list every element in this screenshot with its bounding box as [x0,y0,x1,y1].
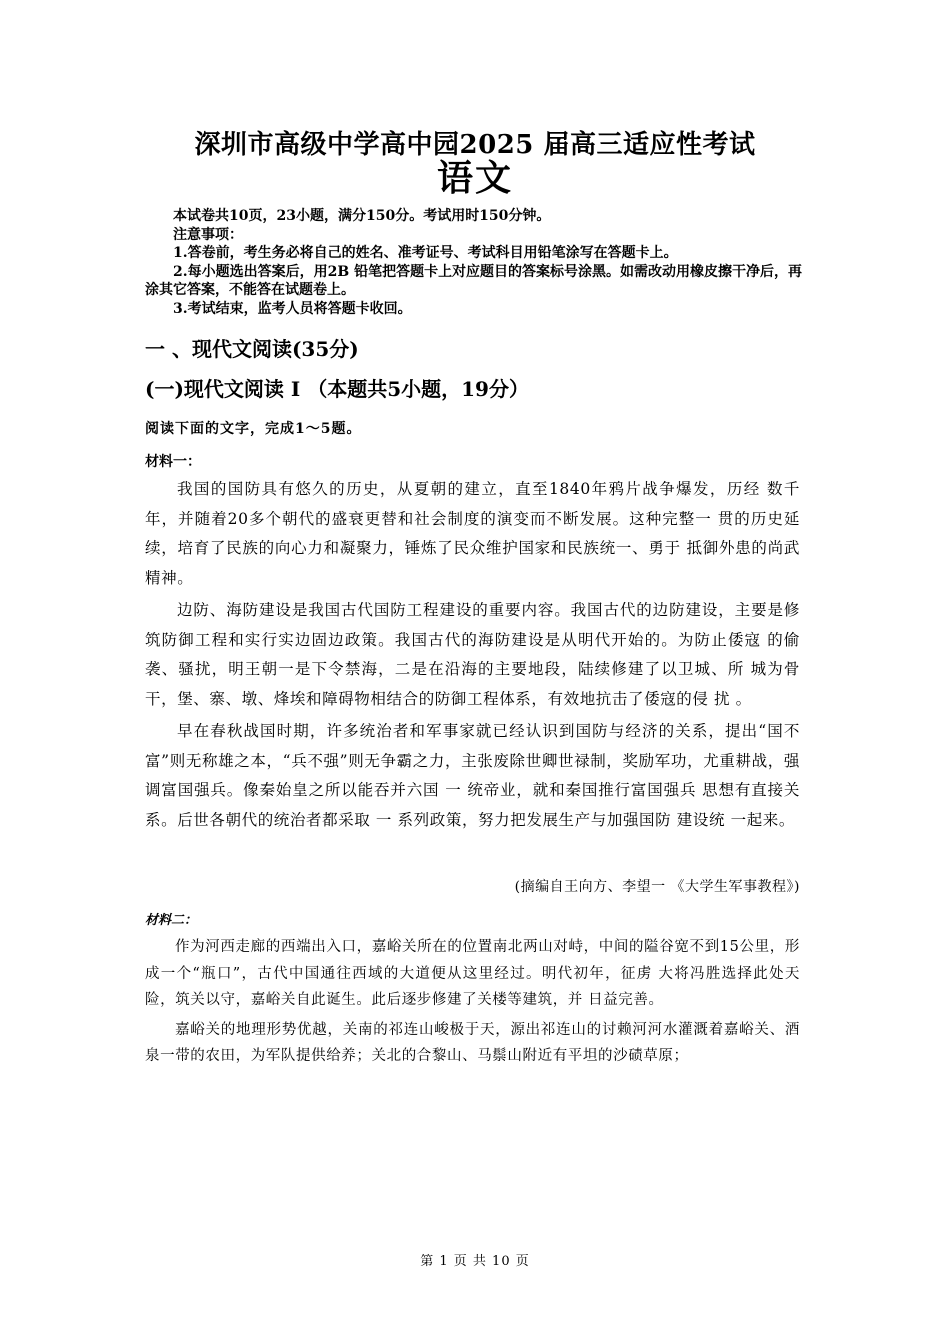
material-2-text [145,934,800,1073]
material-1-paragraph: 我国的国防具有悠久的历史，从夏朝的建立，直至1840年鸦片战争爆发，历经 数千年，并随着20多个朝代的盛衰更替和社会制度的演变而不断发展。这种完整一 贯的历史延续，培育了民族的向心力和凝聚力，锤炼了民众维护国家和民族统一、勇于 抵御外患的尚武精神。 [145,480,800,587]
notes-heading: 注意事项： [173,226,243,243]
subject-title: 语文 [436,157,513,199]
exam-title: 深圳市高级中学高中园2025 届高三适应性考试 [194,130,756,160]
material-1-text [145,475,800,838]
material-1-source: (摘编自王向方、李望一 《大学生军事教程》) [514,879,800,895]
material-1-label: 材料一： [145,454,201,470]
page-number: 第 1 页 共 10 页 [420,1254,530,1269]
notes-item-2: 2.每小题选出答案后，用2B 铅笔把答题卡上对应题目的答案标号涂黑。如需改动用橡皮擦干净后，再涂其它答案，不能答在试题卷上。 [145,263,803,298]
reading-instruction: 阅读下面的文字，完成1～5题。 [145,421,362,437]
section-heading: 一 、现代文阅读(35分) [145,337,359,361]
material-1-paragraph: 早在春秋战国时期，许多统治者和军事家就已经认识到国防与经济的关系，提出“国不富”则无称雄之本，“兵不强”则无争霸之力，主张废除世卿世禄制，奖励军功，尤重耕战，强调富国强兵。像秦始皇之所以能吞并六国 一 统帝业，就和秦国推行富国强兵 思想有直接关系。后世各朝代的统治者都采取 一 系列政策，努力把发展生产与加强国防 建设统 一起来。 [145,722,800,829]
material-2-paragraph: 嘉峪关的地理形势优越，关南的祁连山峻极于天，源出祁连山的讨赖河河水灌溉着嘉峪关、酒泉一带的农田，为军队提供给养；关北的合黎山、马鬃山附近有平坦的沙碛草原； [145,1021,800,1064]
notes-item-3: 3.考试结束，监考人员将答题卡收回。 [173,300,412,317]
exam-notes [145,207,805,318]
material-2-label: 材料二： [145,913,198,928]
subsection-heading: (一)现代文阅读 I （本题共5小题，19分） [145,377,529,401]
material-1-paragraph: 边防、海防建设是我国古代国防工程建设的重要内容。我国古代的边防建设，主要是修筑防御工程和实行实边固边政策。我国古代的海防建设是从明代开始的。为防止倭寇 的偷袭、骚扰，明王朝一是下令禁海，二是在沿海的主要地段，陆续修建了以卫城、所 城为骨干，堡、寨、墩、烽埃和障碍物相结合的防御工程体系，有效地抗击了倭寇的侵 扰 。 [145,601,800,708]
notes-item-1: 1.答卷前，考生务必将自己的姓名、准考证号、考试科目用铅笔涂写在答题卡上。 [173,245,678,261]
notes-summary: 本试卷共10页，23小题，满分150分。考试用时150分钟。 [173,208,551,224]
material-2-paragraph: 作为河西走廊的西端出入口，嘉峪关所在的位置南北两山对峙，中间的隘谷宽不到15公里，形成一个“瓶口”，古代中国通往西域的大道便从这里经过。明代初年，征虏 大将冯胜选择此处天险，筑关以守，嘉峪关自此诞生。此后逐步修建了关楼等建筑，并 日益完善。 [145,939,800,1008]
